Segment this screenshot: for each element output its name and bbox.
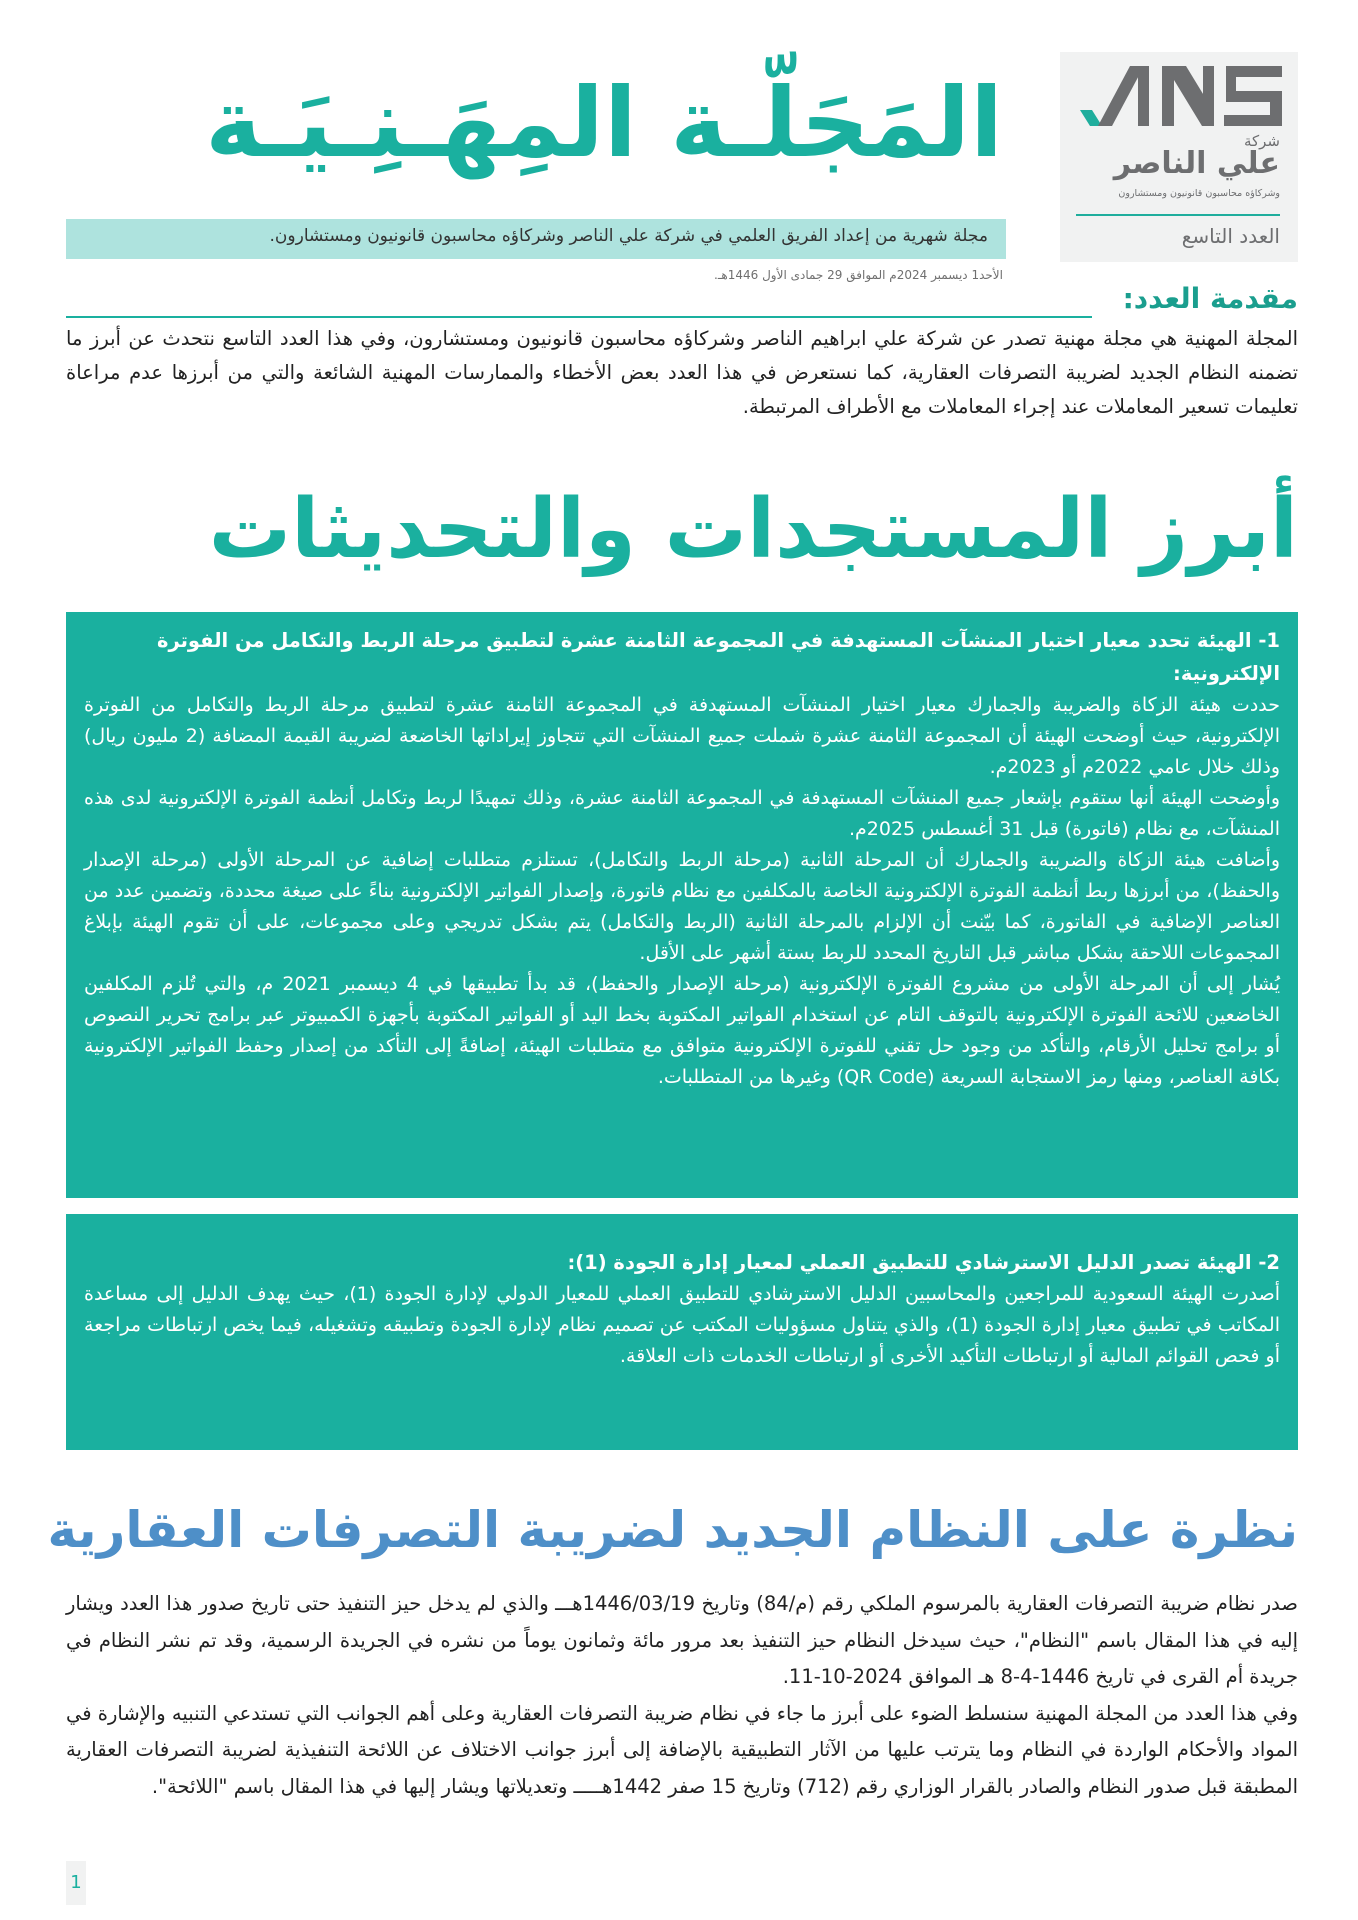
article-body [66,1586,1298,1805]
company-logo-box [1060,52,1298,262]
updates-heading: أبرز المستجدات والتحديثات [208,482,1298,577]
logo-company-name: علي الناصر [1113,146,1280,181]
intro-heading-rule [66,316,1092,318]
article-paragraph: صدر نظام ضريبة التصرفات العقارية بالمرسوم الملكي رقم (م/84) وتاريخ 1446/03/19هـــ والذي لم يدخل حيز التنفيذ حتى تاريخ صدور هذا العدد ويشار إليه في هذا المقال باسم "النظام"، حيث سيدخل النظام حيز التنفيذ بعد مرور مائة وثمانون يوماً من نشره في الجريدة الرسمية، وقد تم نشر النظام في جريدة أم القرى في تاريخ 1446-4-8 هـ الموافق 2024-10-11. [66,1592,1298,1688]
ans-logo-icon [1076,64,1286,126]
subtitle-bar [66,219,1006,259]
news-item-title: 2- الهيئة تصدر الدليل الاسترشادي للتطبيق العملي لمعيار إدارة الجودة (1): [567,1251,1280,1274]
article-paragraph: وفي هذا العدد من المجلة المهنية سنسلط الضوء على أبرز ما جاء في نظام ضريبة التصرفات العقارية وعلى أهم الجوانب التي تستدعي التنبيه والإشارة في المواد والأحكام الواردة في النظام وما يترتب عليها من الآثار التطبيقية بالإضافة إلى أبرز جوانب الاختلاف عن اللائحة التنفيذية لضريبة التصرفات العقارية المطبقة قبل صدور النظام والصادر بالقرار الوزاري رقم (712) وتاريخ 15 صفر 1442هـــــ وتعديلاتها ويشار إليها في هذا المقال باسم "اللائحة". [66,1701,1298,1798]
page-number: 1 [66,1861,86,1905]
article-heading: نظرة على النظام الجديد لضريبة التصرفات العقارية [47,1501,1298,1559]
magazine-subtitle: مجلة شهرية من إعداد الفريق العلمي في شركة علي الناصر وشركاؤه محاسبون قانونيون ومستشارون. [269,226,988,246]
news-paragraph: أصدرت الهيئة السعودية للمراجعين والمحاسبين الدليل الاسترشادي للتطبيق العملي للمعيار الدولي لإدارة الجودة (1)، حيث يهدف الدليل إلى مساعدة المكاتب في تطبيق معيار إدارة الجودة (1)، والذي يتناول مسؤوليات المكتب عن تصميم نظام لإدارة الجودة وتطبيقه وتشغيله، فيما يخص ارتباطات مراجعة أو فحص القوائم المالية أو ارتباطات التأكيد الأخرى أو ارتباطات الخدمات ذات العلاقة. [84,1283,1280,1367]
intro-body: المجلة المهنية هي مجلة مهنية تصدر عن شركة علي ابراهيم الناصر وشركاؤه محاسبون قانونيون ومستشارون، وفي هذا العدد التاسع نتحدث عن أبرز ما تضمنه النظام الجديد لضريبة التصرفات العقارية، كما نستعرض في هذا العدد بعض الأخطاء والممارسات المهنية الشائعة والتي من أبرزها عدم مراعاة تعليمات تسعير المعاملات عند إجراء المعاملات مع الأطراف المرتبطة. [66,327,1298,418]
logo-divider [1076,214,1280,216]
news-paragraph: حددت هيئة الزكاة والضريبة والجمارك معيار اختيار المنشآت المستهدفة في المجموعة الثامنة عشرة لتطبيق مرحلة الربط والتكامل من الفوترة الإلكترونية، حيث أوضحت الهيئة أن المجموعة الثامنة عشرة شملت جميع المنشآت التي تتجاوز إيراداتها الخاضعة لضريبة القيمة المضافة (2 مليون ريال) وذلك خلال عامي 2022م أو 2023م. [84,694,1280,778]
news-paragraph: وأوضحت الهيئة أنها ستقوم بإشعار جميع المنشآت المستهدفة في المجموعة الثامنة عشرة، وذلك تمهيدًا لربط وتكامل أنظمة الفوترة الإلكترونية لدى هذه المنشآت، مع نظام (فاتورة) قبل 31 أغسطس 2025م. [84,787,1280,840]
news-item [66,612,1298,1198]
news-item [66,1214,1298,1450]
news-paragraph: يُشار إلى أن المرحلة الأولى من مشروع الفوترة الإلكترونية (مرحلة الإصدار والحفظ)، قد بدأ تطبيقها في 4 ديسمبر 2021 م، والتي تُلزم المكلفين الخاضعين للائحة الفوترة الإلكترونية بالتوقف التام عن استخدام الفواتير المكتوبة بخط اليد أو الفواتير المكتوبة بأجهزة الكمبيوتر عبر برامج تحرير النصوص أو برامج تحليل الأرقام، والتأكد من وجود حل تقني للفوترة الإلكترونية متوافق مع متطلبات الهيئة، إضافةً إلى التأكد من إصدار وحفظ الفواتير الإلكترونية بكافة العناصر، ومنها رمز الاستجابة السريعة (QR Code) وغيرها من المتطلبات. [84,973,1281,1088]
issue-date: الأحد1 ديسمبر 2024م الموافق 29 جمادى الأول 1446هـ. [714,268,1003,282]
logo-company-subtitle: وشركاؤه محاسبون قانونيون ومستشارون [1118,188,1280,199]
logo-company-word: شركة [1243,132,1280,150]
intro-heading: مقدمة العدد: [1122,282,1298,315]
issue-label: العدد التاسع [1181,224,1280,248]
news-paragraph: وأضافت هيئة الزكاة والضريبة والجمارك أن المرحلة الثانية (مرحلة الربط والتكامل)، تستلزم متطلبات إضافية عن المرحلة الأولى (مرحلة الإصدار والحفظ)، من أبرزها ربط أنظمة الفوترة الإلكترونية الخاصة بالمكلفين مع نظام فاتورة، وإصدار الفواتير الإلكترونية بناءً على صيغة محددة، وتضمين عدد من العناصر الإضافية في الفاتورة، كما بيّنت أن الإلزام بالمرحلة الثانية (الربط والتكامل) يتم بشكل تدريجي وعلى مجموعات، على أن تقوم الهيئة بإبلاغ المجموعات اللاحقة بشكل مباشر قبل التاريخ المحدد للربط بستة أشهر على الأقل. [84,849,1280,964]
magazine-title: المَجَلّـة المِهَـنِـيَـة [205,67,1003,179]
news-item-title: 1- الهيئة تحدد معيار اختيار المنشآت المستهدفة في المجموعة الثامنة عشرة لتطبيق مرحلة الربط والتكامل من الفوترة الإلكترونية: [156,629,1280,685]
